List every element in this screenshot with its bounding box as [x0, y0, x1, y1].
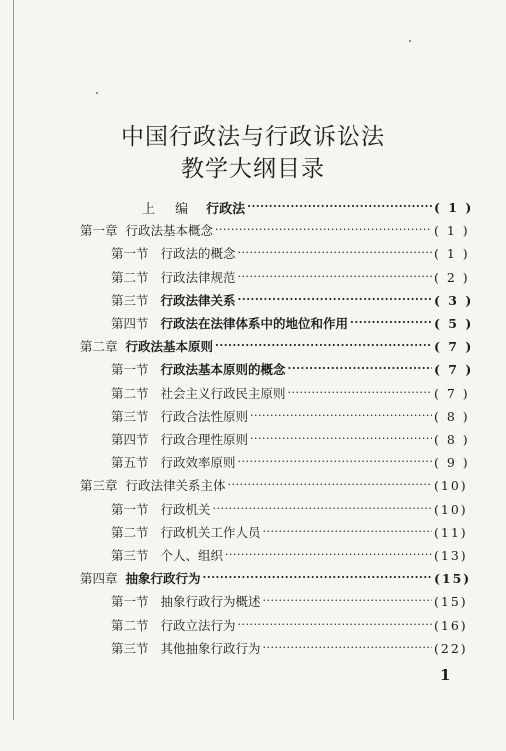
dot-leader: [238, 266, 432, 288]
toc-entry-page: ( 9 ): [434, 454, 470, 470]
toc-entry-page: ( 1 ): [434, 245, 470, 261]
dot-leader: [263, 590, 432, 612]
toc-entry-title: 行政机关: [160, 502, 211, 517]
toc-entry-number: 第三章: [80, 478, 118, 493]
toc-entry-page: ( 2 ): [434, 269, 470, 285]
toc-section-entry: [111, 590, 478, 612]
dot-leader: [263, 521, 432, 543]
toc-entry-title: 行政法律关系: [160, 293, 236, 308]
toc-entry-page: (22): [434, 640, 468, 656]
dot-leader: [350, 312, 432, 334]
toc-section-entry: [111, 266, 478, 288]
document-title: 中国行政法与行政诉讼法: [121, 124, 385, 150]
toc-entry-page: (11): [434, 524, 468, 540]
dot-leader: [215, 219, 432, 241]
dot-leader: [228, 474, 432, 496]
toc-entry-title: 行政效率原则: [160, 455, 236, 470]
toc-entry-page: ( 7 ): [434, 385, 470, 401]
dot-leader: [247, 196, 432, 218]
scan-speck: [96, 92, 98, 94]
dot-leader: [203, 567, 432, 589]
toc-entry-number: 第一节: [111, 502, 149, 517]
toc-entry-number: 第三节: [111, 409, 149, 424]
toc-entry-number: 上 编: [142, 201, 197, 217]
toc-chapter-entry: [80, 567, 478, 589]
toc-entry-title: 行政立法行为: [160, 618, 236, 633]
toc-section-entry: [111, 382, 478, 404]
toc-section-entry: [111, 289, 478, 311]
toc-entry-page: (15): [434, 593, 468, 609]
dot-leader: [288, 382, 432, 404]
toc-entry-number: 第二节: [111, 525, 149, 540]
scan-speck: [409, 40, 411, 42]
toc-entry-page: ( 1 ): [434, 222, 470, 238]
dot-leader: [238, 614, 432, 636]
toc-entry-title: 行政机关工作人员: [160, 525, 261, 540]
page-number: 1: [440, 666, 451, 684]
toc-section-entry: [111, 358, 478, 380]
toc-entry-title: 抽象行政行为: [125, 571, 201, 586]
toc-entry-number: 第五节: [111, 455, 149, 470]
toc-entry-number: 第三节: [111, 548, 149, 563]
toc-entry-page: (16): [434, 617, 468, 633]
toc-entry-page: ( 7 ): [434, 361, 474, 377]
toc-entry-number: 第二节: [111, 386, 149, 401]
toc-entry-title: 行政法基本原则的概念: [160, 362, 286, 377]
toc-entry-page: (15): [434, 570, 472, 586]
dot-leader: [238, 289, 432, 311]
toc-entry-title: 行政法在法律体系中的地位和作用: [160, 316, 349, 331]
dot-leader: [250, 428, 432, 450]
toc-entry-title: 行政法: [206, 201, 246, 217]
binding-margin-line: [13, 0, 14, 720]
toc-entry-page: ( 3 ): [434, 292, 474, 308]
toc-entry-title: 行政法律关系主体: [125, 478, 226, 493]
toc-entry-number: 第一节: [111, 246, 149, 261]
toc-entry-number: 第四节: [111, 432, 149, 447]
dot-leader: [263, 637, 432, 659]
toc-section-entry: [111, 614, 478, 636]
toc-section-entry: [111, 451, 478, 473]
toc-entry-page: (10): [434, 477, 468, 493]
toc-part-entry: [142, 196, 478, 218]
dot-leader: [215, 335, 432, 357]
toc-section-entry: [111, 637, 478, 659]
toc-entry-number: 第四章: [80, 571, 118, 586]
toc-entry-number: 第二章: [80, 339, 118, 354]
toc-entry-title: 抽象行政行为概述: [160, 594, 261, 609]
toc-entry-page: ( 5 ): [434, 315, 474, 331]
toc-entry-number: 第一节: [111, 362, 149, 377]
toc-entry-page: ( 7 ): [434, 338, 474, 354]
toc-section-entry: [111, 242, 478, 264]
toc-entry-title: 行政合法性原则: [160, 409, 249, 424]
toc-entry-title: 行政法的概念: [160, 246, 236, 261]
dot-leader: [238, 451, 432, 473]
dot-leader: [213, 498, 432, 520]
toc-chapter-entry: [80, 474, 478, 496]
toc-entry-title: 行政法律规范: [160, 270, 236, 285]
toc-entry-title: 行政法基本原则: [125, 339, 214, 354]
toc-entry-number: 第一章: [80, 223, 118, 238]
toc-entry-title: 其他抽象行政行为: [160, 641, 261, 656]
toc-entry-title: 行政法基本概念: [125, 223, 214, 238]
toc-chapter-entry: [80, 219, 478, 241]
toc-section-entry: [111, 521, 478, 543]
dot-leader: [250, 405, 432, 427]
toc-entry-page: ( 8 ): [434, 431, 470, 447]
toc-entry-title: 社会主义行政民主原则: [160, 386, 286, 401]
document-subtitle: 教学大纲目录: [181, 156, 325, 182]
toc-entry-page: ( 8 ): [434, 408, 470, 424]
toc-entry-number: 第二节: [111, 270, 149, 285]
toc-section-entry: [111, 405, 478, 427]
toc-entry-number: 第一节: [111, 594, 149, 609]
dot-leader: [238, 242, 432, 264]
toc-section-entry: [111, 428, 478, 450]
toc-entry-page: ( 1 ): [434, 199, 474, 215]
toc-entry-page: (10): [434, 501, 468, 517]
toc-section-entry: [111, 312, 478, 334]
dot-leader: [225, 544, 432, 566]
toc-entry-number: 第二节: [111, 618, 149, 633]
toc-entry-number: 第四节: [111, 316, 149, 331]
toc-chapter-entry: [80, 335, 478, 357]
toc-entry-number: 第三节: [111, 641, 149, 656]
toc-entry-page: (13): [434, 547, 468, 563]
toc-section-entry: [111, 498, 478, 520]
toc-entry-number: 第三节: [111, 293, 149, 308]
toc-entry-title: 个人、组织: [160, 548, 224, 563]
toc-entry-title: 行政合理性原则: [160, 432, 249, 447]
toc-section-entry: [111, 544, 478, 566]
dot-leader: [288, 358, 432, 380]
